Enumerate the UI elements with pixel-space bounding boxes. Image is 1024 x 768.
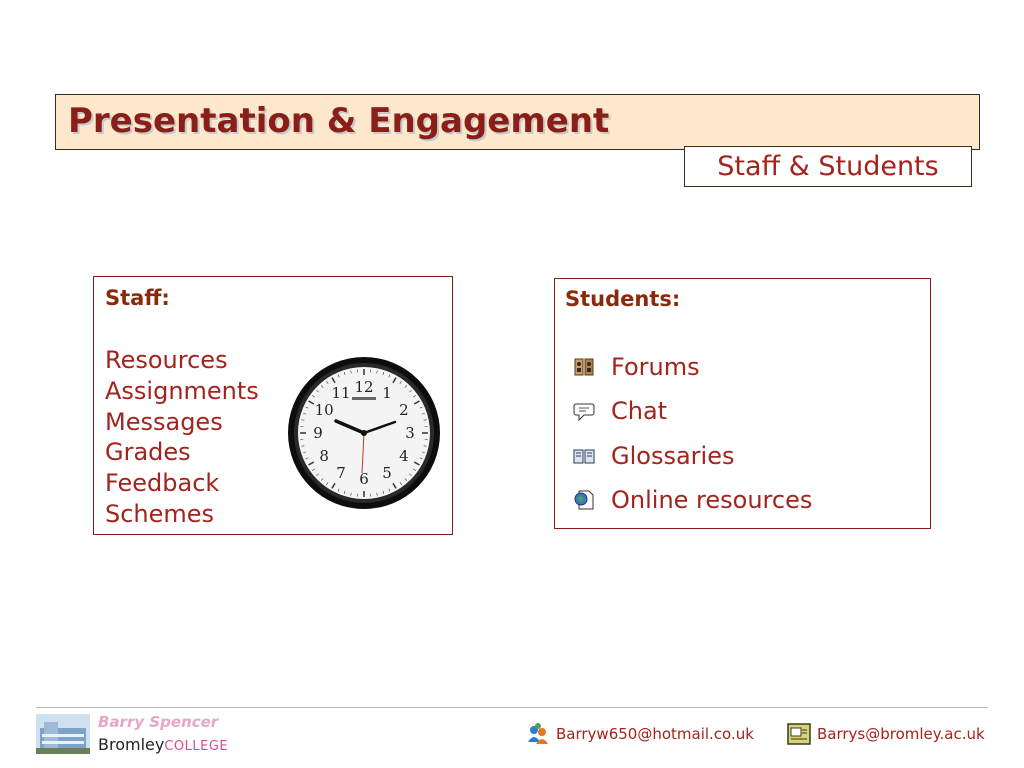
author-name: Barry Spencer (98, 713, 219, 731)
student-item-forums (573, 345, 812, 389)
clock-numeral: 12 (354, 378, 374, 396)
staff-item-grades: Grades (105, 438, 191, 467)
staff-list (105, 345, 259, 530)
personal-email-group (526, 722, 754, 746)
student-item-label: Glossaries (611, 441, 735, 470)
staff-item-assignments: Assignments (105, 376, 259, 405)
students-heading: Students: (565, 287, 681, 311)
student-item-label: Online resources (611, 486, 813, 515)
clock-numeral: 3 (405, 424, 415, 442)
clock-numeral: 9 (313, 424, 323, 442)
clock-numeral: 1 (382, 384, 392, 403)
wall-clock-image (286, 355, 442, 511)
college-building-logo (36, 714, 90, 754)
clock-numeral: 2 (399, 401, 409, 419)
chat-bubble-icon (573, 400, 595, 422)
globe-document-icon (573, 489, 595, 511)
students-panel (554, 278, 931, 529)
clock-numeral: 10 (314, 401, 334, 419)
staff-item-messages: Messages (105, 407, 223, 436)
clock-numeral: 5 (382, 463, 392, 482)
student-item-label: Chat (611, 397, 668, 426)
college-name (98, 735, 228, 754)
glossary-book-icon (573, 445, 595, 467)
title-bar (55, 94, 980, 150)
work-email-group (787, 722, 985, 746)
clock-numeral: 6 (359, 470, 369, 488)
staff-item-schemes: Schemes (105, 499, 215, 528)
slide-subtitle: Staff & Students (717, 151, 939, 182)
staff-item-feedback: Feedback (105, 469, 220, 498)
student-item-chat (573, 389, 812, 433)
personal-email-link[interactable]: Barryw650@hotmail.co.uk (556, 725, 754, 743)
clock-numeral: 7 (336, 463, 346, 482)
staff-panel (93, 276, 453, 535)
clock-numeral: 11 (331, 384, 351, 403)
student-item-label: Forums (611, 353, 700, 382)
footer-divider (36, 707, 988, 708)
college-name-suffix: COLLEGE (164, 739, 229, 754)
students-list (573, 345, 812, 522)
messenger-people-icon (526, 722, 550, 746)
slide-title: Presentation & Engagement (68, 101, 610, 141)
mail-card-icon (787, 722, 811, 746)
clock-numeral: 8 (319, 447, 329, 465)
college-name-main: Bromley (98, 735, 165, 754)
staff-item-resources: Resources (105, 346, 228, 374)
forum-icon (573, 356, 595, 378)
subtitle-box (684, 146, 972, 187)
work-email-link[interactable]: Barrys@bromley.ac.uk (817, 725, 985, 743)
clock-numeral: 4 (399, 447, 409, 465)
student-item-online-resources (573, 478, 812, 522)
staff-heading: Staff: (105, 286, 170, 310)
student-item-glossaries (573, 434, 812, 478)
